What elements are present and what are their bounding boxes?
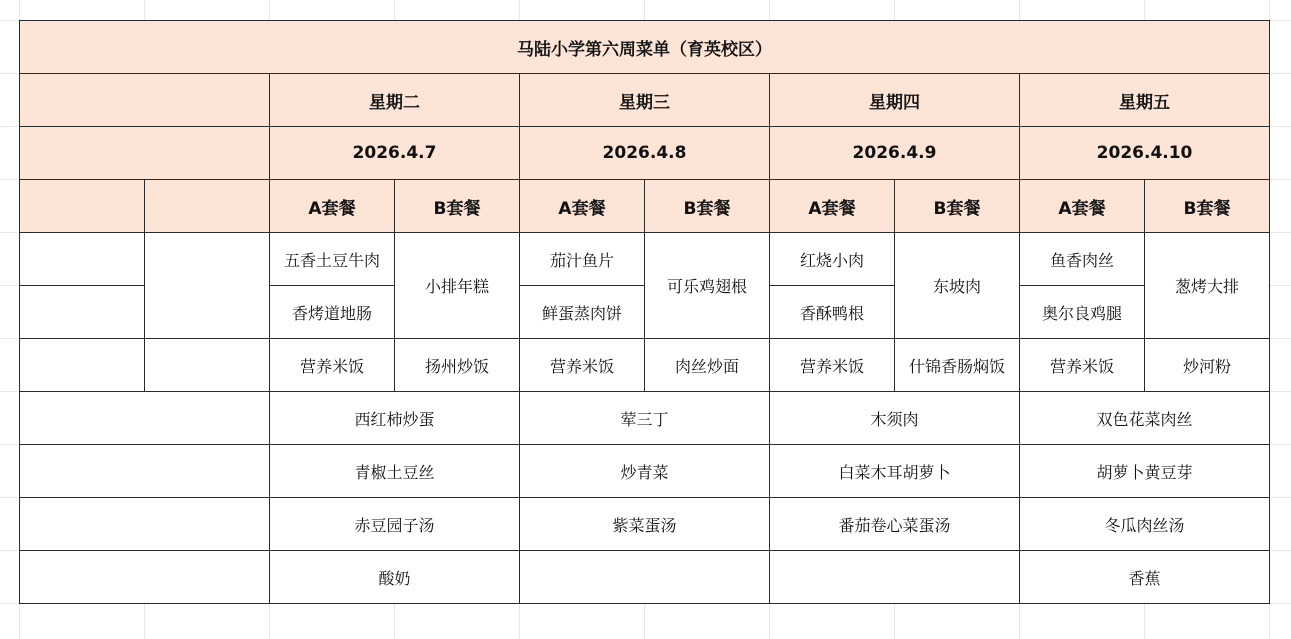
a-main-dish[interactable]: 五香土豆牛肉 bbox=[270, 233, 395, 286]
side-dish[interactable]: 炒青菜 bbox=[520, 445, 770, 498]
set-a-header[interactable]: A套餐 bbox=[770, 180, 895, 233]
weekday-thursday[interactable]: 星期四 bbox=[770, 74, 1020, 127]
empty-cell[interactable] bbox=[20, 392, 270, 445]
set-a-header[interactable]: A套餐 bbox=[270, 180, 395, 233]
set-a-header[interactable]: A套餐 bbox=[520, 180, 645, 233]
menu-title[interactable]: 马陆小学第六周菜单（育英校区） bbox=[20, 21, 1270, 74]
b-staple[interactable]: 扬州炒饭 bbox=[395, 339, 520, 392]
empty-cell[interactable] bbox=[20, 339, 145, 392]
corner-cell[interactable] bbox=[20, 127, 270, 180]
weekday-wednesday[interactable]: 星期三 bbox=[520, 74, 770, 127]
side-dish-row-1 bbox=[20, 392, 1270, 445]
date-wednesday[interactable]: 2026.4.8 bbox=[520, 127, 770, 180]
extra-item[interactable] bbox=[770, 551, 1020, 604]
a-staple[interactable]: 营养米饭 bbox=[520, 339, 645, 392]
a-main-dish[interactable]: 奥尔良鸡腿 bbox=[1020, 286, 1145, 339]
soup[interactable]: 赤豆园子汤 bbox=[270, 498, 520, 551]
a-main-dish[interactable]: 红烧小肉 bbox=[770, 233, 895, 286]
soup[interactable]: 番茄卷心菜蛋汤 bbox=[770, 498, 1020, 551]
a-staple[interactable]: 营养米饭 bbox=[270, 339, 395, 392]
date-friday[interactable]: 2026.4.10 bbox=[1020, 127, 1270, 180]
a-staple[interactable]: 营养米饭 bbox=[770, 339, 895, 392]
set-b-header[interactable]: B套餐 bbox=[895, 180, 1020, 233]
a-main-dish[interactable]: 茄汁鱼片 bbox=[520, 233, 645, 286]
set-b-header[interactable]: B套餐 bbox=[395, 180, 520, 233]
date-tuesday[interactable]: 2026.4.7 bbox=[270, 127, 520, 180]
empty-cell[interactable] bbox=[145, 339, 270, 392]
staple-row bbox=[20, 339, 1270, 392]
b-staple[interactable]: 什锦香肠焖饭 bbox=[895, 339, 1020, 392]
set-a-header[interactable]: A套餐 bbox=[1020, 180, 1145, 233]
empty-cell[interactable] bbox=[145, 233, 270, 339]
a-main-dish[interactable]: 鲜蛋蒸肉饼 bbox=[520, 286, 645, 339]
main-dish-row-1 bbox=[20, 233, 1270, 286]
empty-cell[interactable] bbox=[20, 233, 145, 286]
empty-cell[interactable] bbox=[20, 286, 145, 339]
side-dish[interactable]: 双色花菜肉丝 bbox=[1020, 392, 1270, 445]
b-staple[interactable]: 肉丝炒面 bbox=[645, 339, 770, 392]
a-staple[interactable]: 营养米饭 bbox=[1020, 339, 1145, 392]
menu-table bbox=[19, 20, 1270, 604]
side-dish[interactable]: 木须肉 bbox=[770, 392, 1020, 445]
set-b-header[interactable]: B套餐 bbox=[645, 180, 770, 233]
empty-cell[interactable] bbox=[20, 551, 270, 604]
side-dish-row-2 bbox=[20, 445, 1270, 498]
b-main-dish[interactable]: 可乐鸡翅根 bbox=[645, 233, 770, 339]
b-main-dish[interactable]: 东坡肉 bbox=[895, 233, 1020, 339]
side-dish[interactable]: 荤三丁 bbox=[520, 392, 770, 445]
b-staple[interactable]: 炒河粉 bbox=[1145, 339, 1270, 392]
side-dish[interactable]: 青椒土豆丝 bbox=[270, 445, 520, 498]
soup-row bbox=[20, 498, 1270, 551]
empty-cell[interactable] bbox=[20, 180, 145, 233]
b-main-dish[interactable]: 小排年糕 bbox=[395, 233, 520, 339]
soup[interactable]: 冬瓜肉丝汤 bbox=[1020, 498, 1270, 551]
set-b-header[interactable]: B套餐 bbox=[1145, 180, 1270, 233]
empty-cell[interactable] bbox=[20, 445, 270, 498]
weekday-row bbox=[20, 74, 1270, 127]
title-row bbox=[20, 21, 1270, 74]
date-thursday[interactable]: 2026.4.9 bbox=[770, 127, 1020, 180]
b-main-dish[interactable]: 葱烤大排 bbox=[1145, 233, 1270, 339]
weekday-tuesday[interactable]: 星期二 bbox=[270, 74, 520, 127]
soup[interactable]: 紫菜蛋汤 bbox=[520, 498, 770, 551]
empty-cell[interactable] bbox=[145, 180, 270, 233]
corner-cell[interactable] bbox=[20, 74, 270, 127]
extra-item[interactable]: 酸奶 bbox=[270, 551, 520, 604]
empty-cell[interactable] bbox=[20, 498, 270, 551]
a-main-dish[interactable]: 香烤道地肠 bbox=[270, 286, 395, 339]
weekday-friday[interactable]: 星期五 bbox=[1020, 74, 1270, 127]
side-dish[interactable]: 胡萝卜黄豆芽 bbox=[1020, 445, 1270, 498]
side-dish[interactable]: 西红柿炒蛋 bbox=[270, 392, 520, 445]
set-header-row bbox=[20, 180, 1270, 233]
a-main-dish[interactable]: 香酥鸭根 bbox=[770, 286, 895, 339]
side-dish[interactable]: 白菜木耳胡萝卜 bbox=[770, 445, 1020, 498]
extra-item[interactable] bbox=[520, 551, 770, 604]
a-main-dish[interactable]: 鱼香肉丝 bbox=[1020, 233, 1145, 286]
extra-row bbox=[20, 551, 1270, 604]
extra-item[interactable]: 香蕉 bbox=[1020, 551, 1270, 604]
date-row bbox=[20, 127, 1270, 180]
